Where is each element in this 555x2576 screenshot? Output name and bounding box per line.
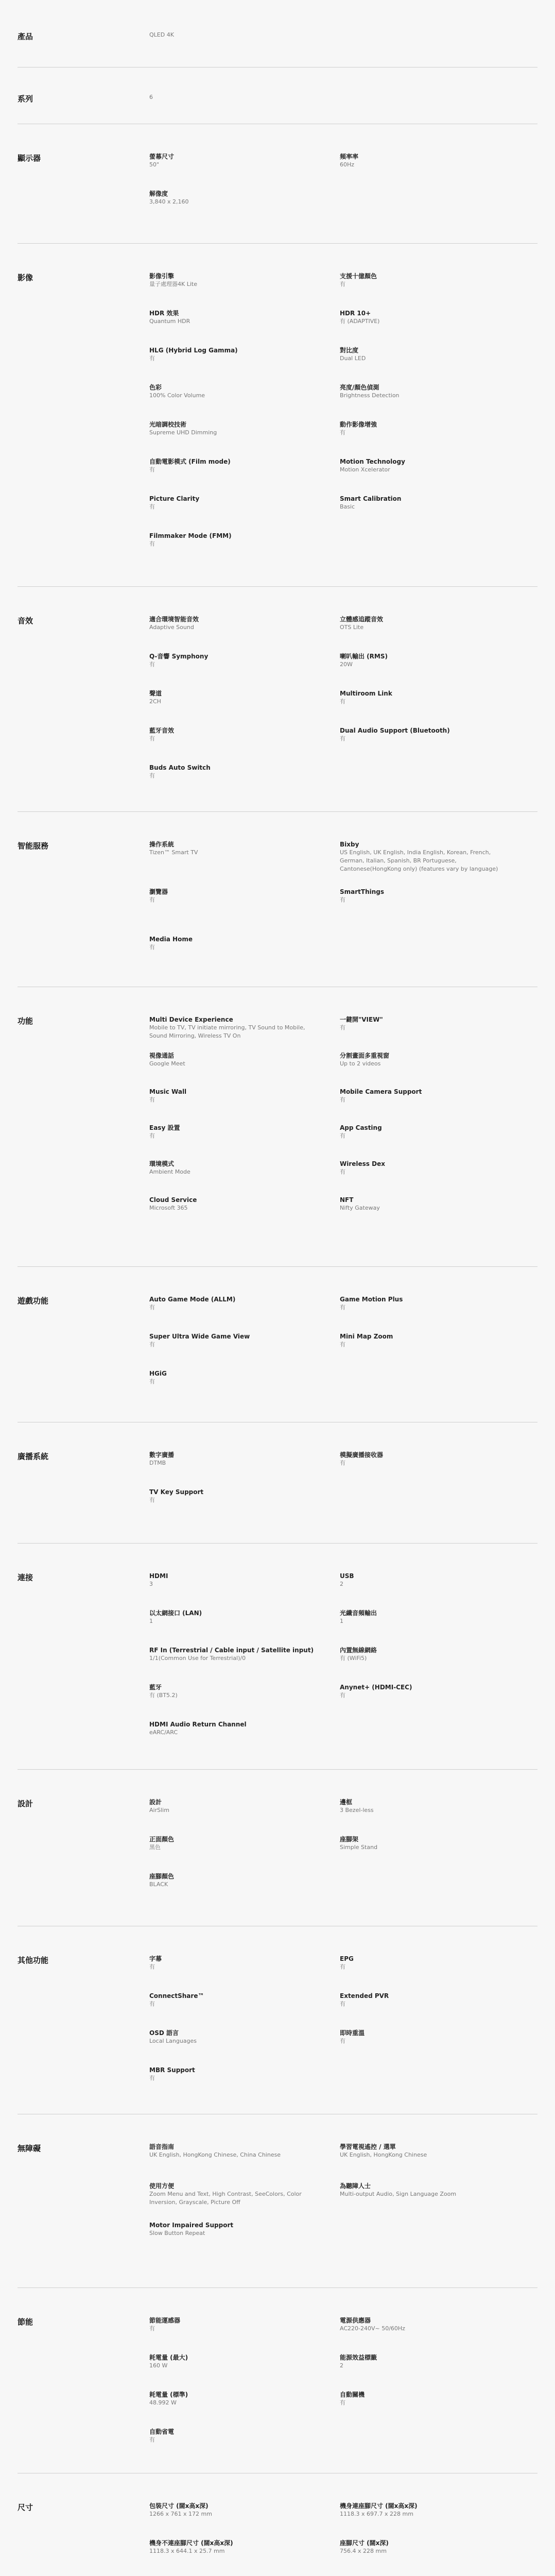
spec-label: 使用方便 bbox=[149, 2182, 175, 2190]
spec-item bbox=[340, 1015, 515, 1032]
spec-label: Bixby bbox=[340, 841, 359, 848]
spec-item bbox=[340, 1332, 515, 1349]
spec-item bbox=[340, 2391, 515, 2407]
spec-value: 有 bbox=[149, 1378, 155, 1385]
spec-label: ConnectShare™ bbox=[149, 1992, 204, 1999]
spec-label: HDMI Audio Return Channel bbox=[149, 1721, 247, 1728]
section-title: 系列 bbox=[18, 94, 33, 104]
spec-item bbox=[149, 764, 324, 780]
spec-value: 有 bbox=[149, 2436, 155, 2443]
spec-label: 頻率率 bbox=[340, 153, 359, 160]
spec-label: 瀏覽器 bbox=[149, 888, 168, 895]
spec-item bbox=[149, 152, 324, 169]
spec-label: Music Wall bbox=[149, 1088, 187, 1095]
spec-label: Multiroom Link bbox=[340, 690, 392, 697]
spec-item bbox=[340, 272, 515, 289]
spec-item bbox=[340, 1572, 515, 1588]
spec-item bbox=[149, 457, 324, 474]
spec-value: Up to 2 videos bbox=[340, 1060, 381, 1067]
spec-item bbox=[340, 1295, 515, 1312]
spec-label: Media Home bbox=[149, 936, 193, 943]
spec-value: 有 bbox=[340, 2001, 345, 2007]
spec-value: 有 bbox=[340, 1096, 345, 1103]
spec-item bbox=[149, 1369, 324, 1386]
spec-item bbox=[149, 2221, 324, 2238]
spec-label: Multi Device Experience bbox=[149, 1016, 233, 1023]
spec-label: 座腳尺寸 (闊x深) bbox=[340, 2539, 389, 2547]
spec-label: 螢幕尺寸 bbox=[149, 153, 175, 160]
spec-item bbox=[149, 652, 324, 669]
spec-label: Anynet+ (HDMI-CEC) bbox=[340, 1684, 412, 1691]
spec-label: NFT bbox=[340, 1196, 354, 1204]
spec-label: 分割畫面多重視窗 bbox=[340, 1052, 390, 1059]
spec-value: 60Hz bbox=[340, 161, 355, 168]
spec-value: 有 bbox=[149, 1096, 155, 1103]
spec-item bbox=[340, 689, 515, 706]
spec-item bbox=[340, 888, 515, 904]
spec-item bbox=[149, 615, 324, 632]
spec-value: Nifty Gateway bbox=[340, 1205, 380, 1211]
spec-item bbox=[340, 2502, 515, 2518]
spec-item bbox=[340, 840, 515, 873]
section-title: 尺寸 bbox=[18, 2503, 33, 2512]
spec-value: 有 bbox=[340, 1341, 345, 1348]
spec-item bbox=[340, 615, 515, 632]
spec-value: 有 bbox=[149, 1132, 155, 1139]
spec-item bbox=[149, 346, 324, 363]
spec-label: 語音指南 bbox=[149, 2143, 175, 2150]
spec-label: Dual Audio Support (Bluetooth) bbox=[340, 727, 450, 734]
spec-label: 環境模式 bbox=[149, 1160, 175, 1167]
spec-value: 3,840 x 2,160 bbox=[149, 198, 189, 205]
spec-label: 支援十億顏色 bbox=[340, 273, 377, 280]
spec-value: 1266 x 761 x 172 mm bbox=[149, 2511, 212, 2517]
spec-value: 有 bbox=[149, 355, 155, 362]
spec-item bbox=[149, 888, 324, 904]
spec-value: 黑色 bbox=[149, 1844, 161, 1851]
spec-value: 20W bbox=[340, 661, 353, 668]
spec-label: 聲道 bbox=[149, 690, 162, 697]
spec-value: eARC/ARC bbox=[149, 1729, 178, 1736]
spec-item bbox=[149, 1720, 324, 1737]
spec-item bbox=[340, 1451, 515, 1467]
spec-value: 有 bbox=[149, 1304, 155, 1311]
spec-label: Q-音響 Symphony bbox=[149, 653, 209, 660]
spec-value: Brightness Detection bbox=[340, 392, 400, 399]
spec-label: 藍牙音效 bbox=[149, 727, 175, 734]
spec-label: 立體感追蹤音效 bbox=[340, 616, 384, 623]
spec-value: Tizen™ Smart TV bbox=[149, 849, 198, 856]
spec-value: Adaptive Sound bbox=[149, 624, 194, 631]
spec-value: 有 (WiFi5) bbox=[340, 1655, 367, 1662]
spec-label: Auto Game Mode (ALLM) bbox=[149, 1296, 236, 1303]
spec-label: Extended PVR bbox=[340, 1992, 389, 1999]
spec-value: 有 bbox=[340, 2038, 345, 2044]
section-title: 節能 bbox=[18, 2317, 33, 2327]
spec-item bbox=[340, 495, 515, 511]
spec-label: 藍牙 bbox=[149, 1684, 162, 1691]
spec-item bbox=[340, 457, 515, 474]
spec-value: Multi-output Audio, Sign Language Zoom bbox=[340, 2191, 457, 2197]
spec-value: 有 bbox=[149, 2075, 155, 2081]
spec-value: 1 bbox=[340, 1618, 343, 1624]
spec-label: 亮度/顏色偵測 bbox=[340, 384, 379, 391]
spec-label: 機身不連座腳尺寸 (闊x高x深) bbox=[149, 2539, 233, 2547]
spec-label: HGiG bbox=[149, 1370, 167, 1377]
section-title: 智能服務 bbox=[18, 841, 49, 851]
spec-item bbox=[149, 190, 324, 206]
spec-item bbox=[149, 935, 324, 952]
spec-value: 160 W bbox=[149, 2362, 168, 2369]
spec-value: 756.4 x 228 mm bbox=[340, 2548, 387, 2554]
spec-label: 為聽障人士 bbox=[340, 2182, 371, 2190]
spec-value: Dual LED bbox=[340, 355, 366, 362]
spec-item bbox=[340, 420, 515, 437]
spec-label: 解像度 bbox=[149, 190, 168, 197]
spec-item bbox=[340, 2182, 515, 2198]
spec-label: 機身連座腳尺寸 (闊x高x深) bbox=[340, 2502, 418, 2510]
spec-value: Supreme UHD Dimming bbox=[149, 429, 217, 436]
spec-value: AC220-240V~ 50/60Hz bbox=[340, 2325, 405, 2332]
spec-item bbox=[340, 1124, 515, 1140]
spec-value: 有 bbox=[340, 1024, 345, 1031]
section-title: 功能 bbox=[18, 1016, 33, 1026]
spec-label: 自動電影模式 (Film mode) bbox=[149, 458, 231, 465]
spec-value: Google Meet bbox=[149, 1060, 185, 1067]
spec-label: 適合環境智能音效 bbox=[149, 616, 199, 623]
spec-item bbox=[149, 1124, 324, 1140]
spec-item bbox=[149, 383, 324, 400]
spec-label: Cloud Service bbox=[149, 1196, 197, 1204]
spec-value: 有 (ADAPTIVE) bbox=[340, 318, 380, 325]
spec-item bbox=[340, 383, 515, 400]
spec-item bbox=[149, 726, 324, 743]
spec-item bbox=[149, 1451, 324, 1467]
spec-item bbox=[149, 2182, 324, 2207]
spec-item bbox=[149, 1052, 324, 1068]
spec-value: 有 bbox=[149, 896, 155, 903]
spec-value: 有 bbox=[149, 2325, 155, 2332]
spec-label: 正面顏色 bbox=[149, 1836, 175, 1843]
spec-label: 色彩 bbox=[149, 384, 162, 391]
spec-item bbox=[149, 532, 324, 548]
spec-item bbox=[340, 652, 515, 669]
spec-label: Wireless Dex bbox=[340, 1160, 385, 1167]
spec-section bbox=[18, 1266, 537, 1385]
spec-label: 一鍵開"VIEW" bbox=[340, 1016, 383, 1023]
spec-label: 數字廣播 bbox=[149, 1451, 175, 1459]
spec-label: MBR Support bbox=[149, 2066, 195, 2074]
spec-label: HDMI bbox=[149, 1572, 168, 1580]
spec-value: 48.992 W bbox=[149, 2399, 177, 2406]
spec-value: 有 bbox=[149, 503, 155, 510]
spec-label: HLG (Hybrid Log Gamma) bbox=[149, 347, 238, 354]
spec-value: 1 bbox=[149, 1618, 153, 1624]
spec-value: Simple Stand bbox=[340, 1844, 378, 1851]
spec-section bbox=[18, 1769, 537, 1888]
spec-value: 有 bbox=[340, 1304, 345, 1311]
spec-value: Quantum HDR bbox=[149, 318, 190, 325]
spec-label: 能源效益標籤 bbox=[340, 2354, 377, 2361]
spec-label: 包裝尺寸 (闊x高x深) bbox=[149, 2502, 209, 2510]
spec-value: 50" bbox=[149, 161, 160, 168]
spec-item bbox=[340, 1992, 515, 2008]
spec-item bbox=[149, 1992, 324, 2008]
spec-item bbox=[340, 1835, 515, 1852]
spec-label: 喇叭輸出 (RMS) bbox=[340, 653, 388, 660]
spec-item bbox=[340, 726, 515, 743]
spec-item bbox=[149, 1872, 324, 1889]
spec-item bbox=[149, 1955, 324, 1971]
spec-label: USB bbox=[340, 1572, 354, 1580]
section-title: 其他功能 bbox=[18, 1956, 49, 1965]
spec-value: 1/1(Common Use for Terrestrial)/0 bbox=[149, 1655, 246, 1662]
spec-item bbox=[340, 1646, 515, 1663]
spec-value: 量子處理器4K Lite bbox=[149, 281, 197, 287]
spec-item bbox=[340, 2143, 515, 2159]
spec-label: 操作系統 bbox=[149, 841, 175, 848]
spec-value: 有 bbox=[149, 1497, 155, 1503]
spec-label: Filmmaker Mode (FMM) bbox=[149, 532, 232, 539]
spec-value: UK English, HongKong Chinese, China Chinese bbox=[149, 2151, 281, 2158]
spec-label: Mobile Camera Support bbox=[340, 1088, 422, 1095]
spec-label: 影像引擎 bbox=[149, 273, 175, 280]
spec-item bbox=[149, 1798, 324, 1815]
spec-value: US English, UK English, India English, Korean, French, German, Italian, Spanish, BR Portuguese, Cantonese(HongKong only) (features vary by language) bbox=[340, 849, 498, 872]
spec-item bbox=[149, 1488, 324, 1504]
spec-value: OTS Lite bbox=[340, 624, 364, 631]
spec-label: 即時重溫 bbox=[340, 2029, 365, 2037]
spec-item bbox=[149, 1683, 324, 1700]
spec-value: Local Languages bbox=[149, 2038, 197, 2044]
spec-section bbox=[18, 586, 537, 779]
spec-item bbox=[149, 2428, 324, 2444]
spec-value: 3 bbox=[149, 1581, 153, 1587]
spec-label: EPG bbox=[340, 1955, 354, 1962]
spec-value: 有 bbox=[149, 1341, 155, 1348]
spec-value: 有 bbox=[340, 1460, 345, 1466]
spec-item bbox=[149, 2316, 324, 2333]
spec-value: 有 (BT5.2) bbox=[149, 1692, 178, 1699]
spec-label: Mini Map Zoom bbox=[340, 1333, 393, 1340]
spec-value: 有 bbox=[340, 1963, 345, 1970]
spec-label: RF In (Terrestrial / Cable input / Satellite input) bbox=[149, 1647, 314, 1654]
spec-item bbox=[340, 1683, 515, 1700]
section-title: 影像 bbox=[18, 273, 33, 282]
spec-item bbox=[340, 2353, 515, 2370]
spec-label: 對比度 bbox=[340, 347, 359, 354]
spec-label: 邊框 bbox=[340, 1799, 353, 1806]
spec-item bbox=[340, 309, 515, 326]
spec-section bbox=[18, 243, 537, 547]
spec-item bbox=[149, 2391, 324, 2407]
spec-item bbox=[149, 1088, 324, 1104]
section-title: 連接 bbox=[18, 1573, 33, 1582]
spec-label: 自動關機 bbox=[340, 2391, 365, 2398]
spec-label: 光暗調校技術 bbox=[149, 421, 187, 428]
spec-value: 有 bbox=[340, 735, 345, 742]
spec-value: 有 bbox=[149, 540, 155, 547]
spec-label: 座腳架 bbox=[340, 1836, 359, 1843]
spec-value: 有 bbox=[340, 1168, 345, 1175]
spec-label: App Casting bbox=[340, 1124, 382, 1131]
spec-value: 有 bbox=[340, 429, 345, 436]
spec-label: 耗電量 (最大) bbox=[149, 2354, 188, 2361]
spec-value: 有 bbox=[149, 661, 155, 668]
spec-value: DTMB bbox=[149, 1460, 166, 1466]
spec-item bbox=[149, 1160, 324, 1176]
spec-label: SmartThings bbox=[340, 888, 385, 895]
section-title: 無障礙 bbox=[18, 2144, 41, 2153]
spec-item bbox=[340, 346, 515, 363]
spec-label: Super Ultra Wide Game View bbox=[149, 1333, 250, 1340]
spec-label: 光纖音頻輸出 bbox=[340, 1609, 377, 1617]
spec-section bbox=[18, 2287, 537, 2443]
spec-item bbox=[149, 495, 324, 511]
spec-value: BLACK bbox=[149, 1881, 168, 1888]
spec-label: 節能運感器 bbox=[149, 2317, 181, 2324]
spec-item bbox=[149, 2539, 324, 2555]
spec-value: 有 bbox=[340, 896, 345, 903]
spec-value: Basic bbox=[340, 503, 355, 510]
spec-section bbox=[18, 811, 537, 951]
spec-label: Easy 設置 bbox=[149, 1124, 180, 1131]
spec-item bbox=[149, 1332, 324, 1349]
spec-item bbox=[340, 1160, 515, 1176]
spec-item bbox=[149, 2353, 324, 2370]
spec-item bbox=[149, 420, 324, 437]
spec-value: 有 bbox=[340, 698, 345, 705]
spec-label: 自動省電 bbox=[149, 2428, 175, 2435]
spec-item bbox=[149, 1015, 324, 1040]
section-title: 產品 bbox=[18, 32, 33, 41]
section-title: 設計 bbox=[18, 1799, 33, 1808]
spec-value: 有 bbox=[149, 466, 155, 473]
spec-value: 1118.3 x 697.7 x 228 mm bbox=[340, 2511, 413, 2517]
spec-item bbox=[149, 840, 324, 857]
spec-item bbox=[149, 93, 324, 101]
spec-value: 2CH bbox=[149, 698, 161, 705]
spec-item bbox=[149, 1196, 324, 1212]
spec-item bbox=[340, 2539, 515, 2555]
spec-item bbox=[149, 1572, 324, 1588]
spec-value: 6 bbox=[149, 94, 153, 100]
spec-item bbox=[149, 309, 324, 326]
spec-value: 有 bbox=[149, 944, 155, 951]
spec-value: Mobile to TV, TV initiate mirroring, TV Sound to Mobile, Sound Mirroring, Wireless TV On bbox=[149, 1024, 305, 1039]
spec-value: Zoom Menu and Text, High Contrast, SeeColors, Color Inversion, Grayscale, Picture Off bbox=[149, 2191, 302, 2206]
spec-item bbox=[149, 2066, 324, 2082]
spec-value: Motion Xcelerator bbox=[340, 466, 390, 473]
spec-value: 有 bbox=[340, 281, 345, 287]
spec-label: OSD 語言 bbox=[149, 2029, 179, 2037]
spec-item bbox=[149, 2029, 324, 2045]
spec-item bbox=[340, 152, 515, 169]
spec-value: 2 bbox=[340, 2362, 343, 2369]
spec-item bbox=[340, 1088, 515, 1104]
spec-label: 座腳顏色 bbox=[149, 1873, 175, 1880]
spec-item bbox=[149, 1295, 324, 1312]
spec-value: AirSlim bbox=[149, 1807, 169, 1814]
spec-item bbox=[149, 1835, 324, 1852]
spec-label: Buds Auto Switch bbox=[149, 764, 211, 771]
spec-label: Motion Technology bbox=[340, 458, 405, 465]
spec-item bbox=[340, 2029, 515, 2045]
spec-value: 有 bbox=[149, 735, 155, 742]
section-title: 顯示器 bbox=[18, 154, 41, 163]
spec-value: 有 bbox=[340, 1692, 345, 1699]
spec-item bbox=[149, 2502, 324, 2518]
spec-value: 3 Bezel-less bbox=[340, 1807, 374, 1814]
spec-item bbox=[149, 1646, 324, 1663]
spec-label: Motor Impaired Support bbox=[149, 2222, 234, 2229]
spec-value: 有 bbox=[340, 2399, 345, 2406]
spec-value: 100% Color Volume bbox=[149, 392, 205, 399]
spec-item bbox=[340, 1052, 515, 1068]
spec-item bbox=[149, 272, 324, 289]
section-title: 音效 bbox=[18, 616, 33, 625]
spec-value: 有 bbox=[149, 1963, 155, 1970]
spec-label: Game Motion Plus bbox=[340, 1296, 403, 1303]
spec-value: 有 bbox=[340, 1132, 345, 1139]
spec-value: 1118.3 x 644.1 x 25.7 mm bbox=[149, 2548, 225, 2554]
spec-label: 動作影像增強 bbox=[340, 421, 377, 428]
spec-value: 有 bbox=[149, 772, 155, 779]
spec-label: 內置無線網絡 bbox=[340, 1647, 377, 1654]
spec-label: 字幕 bbox=[149, 1955, 162, 1962]
spec-label: 設計 bbox=[149, 1799, 162, 1806]
spec-label: HDR 效果 bbox=[149, 310, 179, 317]
spec-value: 2 bbox=[340, 1581, 343, 1587]
spec-label: Smart Calibration bbox=[340, 495, 402, 502]
spec-value: 有 bbox=[149, 2001, 155, 2007]
spec-value: QLED 4K bbox=[149, 31, 174, 38]
spec-item bbox=[340, 1196, 515, 1212]
spec-item bbox=[340, 1798, 515, 1815]
spec-label: 電源供應器 bbox=[340, 2317, 371, 2324]
spec-label: HDR 10+ bbox=[340, 310, 371, 317]
spec-label: Picture Clarity bbox=[149, 495, 200, 502]
spec-item bbox=[149, 689, 324, 706]
spec-value: Slow Button Repeat bbox=[149, 2230, 205, 2236]
spec-label: 學習電視遙控 / 選單 bbox=[340, 2143, 396, 2150]
section-title: 遊戲功能 bbox=[18, 1296, 49, 1306]
spec-item bbox=[340, 1609, 515, 1625]
spec-label: 以太網接口 (LAN) bbox=[149, 1609, 202, 1617]
spec-label: TV Key Support bbox=[149, 1488, 204, 1496]
spec-label: 視像通話 bbox=[149, 1052, 175, 1059]
spec-item bbox=[149, 1609, 324, 1625]
spec-value: Microsoft 365 bbox=[149, 1205, 188, 1211]
spec-item bbox=[340, 2316, 515, 2333]
spec-item bbox=[149, 2143, 324, 2159]
spec-section bbox=[18, 1543, 537, 1736]
spec-value: Ambient Mode bbox=[149, 1168, 190, 1175]
spec-value: UK English, HongKong Chinese bbox=[340, 2151, 427, 2158]
section-title: 廣播系統 bbox=[18, 1452, 49, 1461]
spec-item bbox=[340, 1955, 515, 1971]
spec-item bbox=[149, 31, 324, 39]
spec-label: 模擬廣播接收器 bbox=[340, 1451, 384, 1459]
spec-label: 耗電量 (標準) bbox=[149, 2391, 188, 2398]
